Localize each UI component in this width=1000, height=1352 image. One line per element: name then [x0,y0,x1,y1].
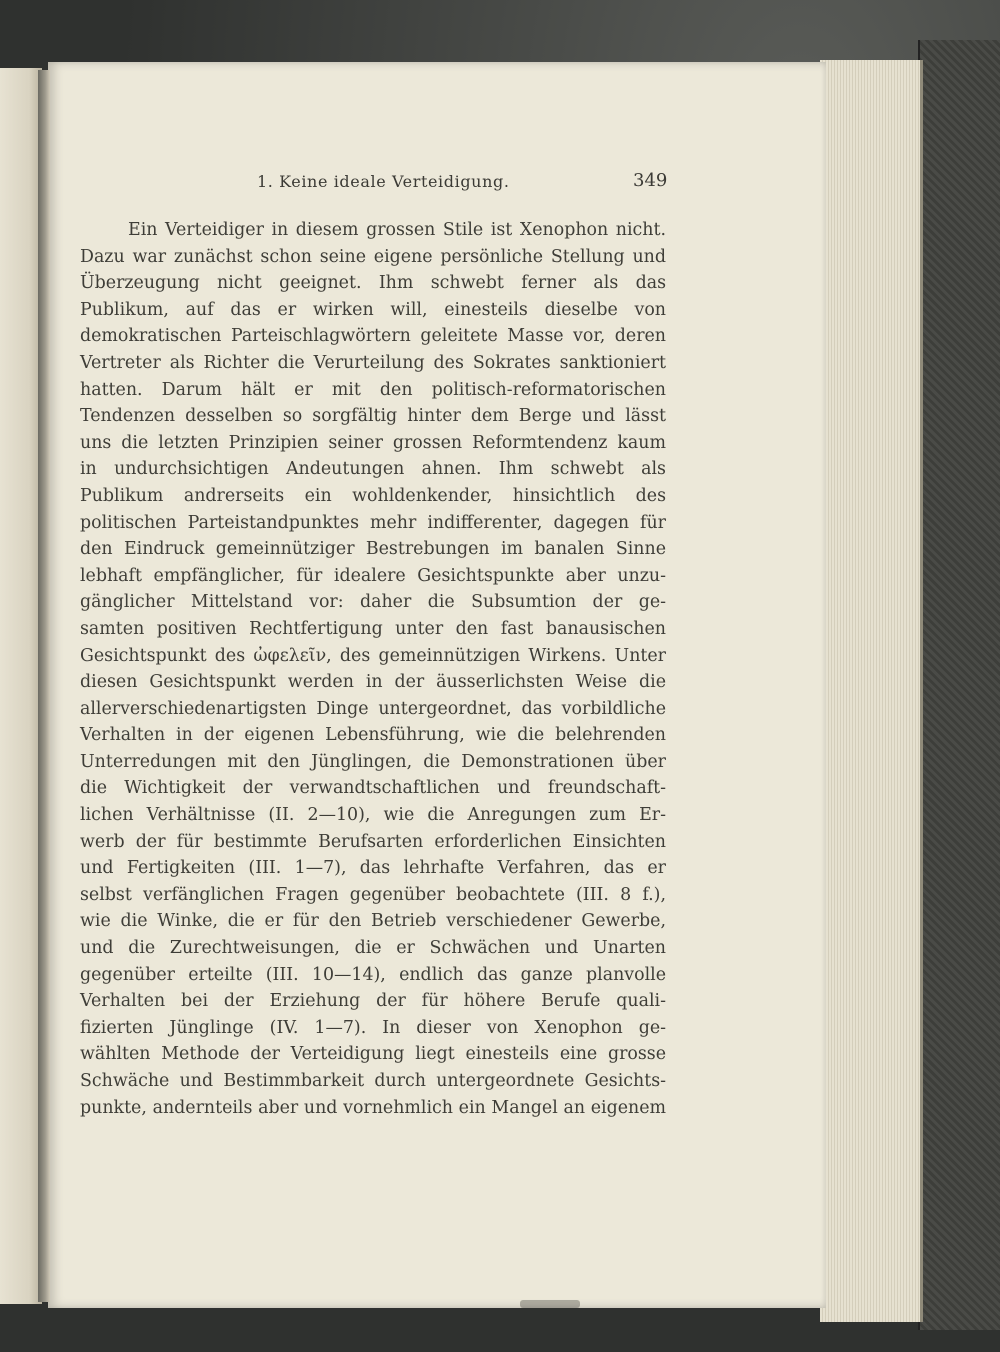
text-line: wählten Methode der Verteidigung liegt einesteils eine grosse [80,1044,666,1065]
text-line: demokratischen Parteischlagwörtern geleitete Masse vor, deren [80,326,666,347]
page-stain [520,1300,580,1308]
text-line: samten positiven Rechtfertigung unter den fast banausischen [80,618,666,639]
text-line: Schwäche und Bestimmbarkeit durch untergeordnete Gesichts- [80,1071,666,1091]
text-line: Gesichtspunkt des ὠφελεῖν, des gemeinnützigen Wirkens. Unter [80,645,666,666]
text-line: in undurchsichtigen Andeutungen ahnen. Ihm schwebt als [80,459,666,480]
text-line: wie die Winke, die er für den Betrieb verschiedener Gewerbe, [80,911,666,932]
text-line: Dazu war zunächst schon seine eigene persönliche Stellung und [80,246,666,267]
text-line: Tendenzen desselben so sorgfältig hinter dem Berge und lässt [80,406,666,427]
text-line: lichen Verhältnisse (II. 2—10), wie die Anregungen zum Er- [80,805,666,826]
text-line: die Wichtigkeit der verwandtschaftlichen und freundschaft- [80,778,666,799]
text-line: Ein Verteidiger in diesem grossen Stile ist Xenophon nicht. [128,220,666,240]
book-gutter [38,70,50,1302]
page-number: 349 [633,170,668,191]
text-line: Unterredungen mit den Jünglingen, die Demonstrationen über [80,751,666,772]
page-stack-edge [820,60,923,1322]
text-line: Publikum, auf das er wirken will, einesteils dieselbe von [80,299,666,320]
text-line: Überzeugung nicht geeignet. Ihm schwebt ferner als das [80,273,666,294]
text-line: werb der für bestimmte Berufsarten erforderlichen Einsichten [80,831,666,852]
text-line: punkte, andernteils aber und vornehmlich ein Mangel an eigenem [80,1097,666,1118]
text-line: selbst verfänglichen Fragen gegenüber beobachtete (III. 8 f.), [80,884,666,905]
text-line: uns die letzten Prinzipien seiner grossen Reformtendenz kaum [80,432,666,453]
facing-page-edge [0,68,42,1304]
text-line: Publikum andrerseits ein wohldenkender, hinsichtlich des [80,485,666,506]
text-line: politischen Parteistandpunktes mehr indifferenter, dagegen für [80,512,666,533]
running-head-title: 1. Keine ideale Verteidigung. [257,172,510,191]
text-line: und Fertigkeiten (III. 1—7), das lehrhafte Verfahren, das er [80,858,666,879]
text-line: Verhalten bei der Erziehung der für höhere Berufe quali- [80,991,666,1012]
text-line: hatten. Darum hält er mit den politisch-reformatorischen [80,379,666,400]
body-paragraph [80,217,666,1121]
text-line: diesen Gesichtspunkt werden in der äusserlichsten Weise die [80,672,666,693]
text-line: fizierten Jünglinge (IV. 1—7). In dieser von Xenophon ge- [80,1017,666,1038]
text-line: den Eindruck gemeinnütziger Bestrebungen im banalen Sinne [80,539,666,560]
text-line: und die Zurechtweisungen, die er Schwächen und Unarten [80,938,666,959]
running-head [0,172,1000,196]
text-line: Vertreter als Richter die Verurteilung des Sokrates sanktioniert [80,352,666,373]
text-line: allerverschiedenartigsten Dinge untergeordnet, das vorbildliche [80,698,666,719]
text-line: gegenüber erteilte (III. 10—14), endlich das ganze planvolle [80,964,666,985]
text-line: Verhalten in der eigenen Lebensführung, wie die belehrenden [80,725,666,746]
text-line: gänglicher Mittelstand vor: daher die Subsumtion der ge- [80,592,666,613]
text-line: lebhaft empfänglicher, für idealere Gesichtspunkte aber unzu- [80,565,666,586]
book-cover-edge [918,40,1000,1330]
